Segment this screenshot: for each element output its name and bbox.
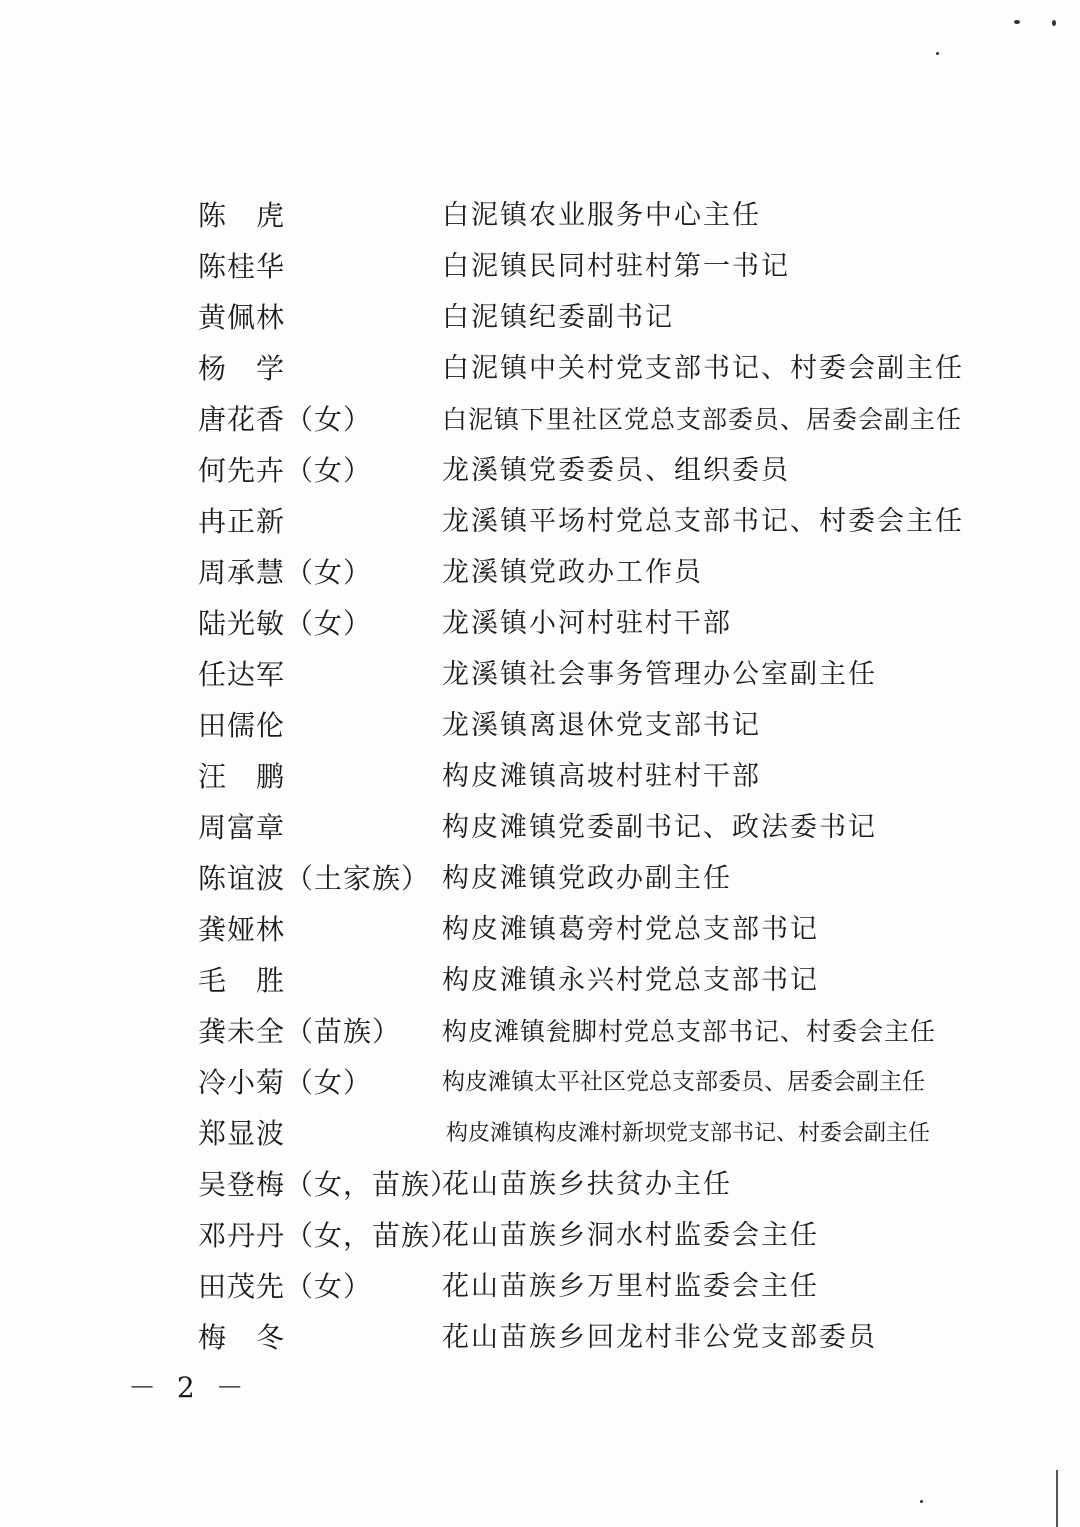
- person-name: 何先卉（女）: [198, 454, 373, 487]
- list-item: [0, 394, 1080, 445]
- person-position: 花山苗族乡扶贫办主任: [442, 1169, 732, 1200]
- list-item: [0, 853, 1080, 904]
- list-item: [0, 955, 1080, 1006]
- person-name: 毛 胜: [198, 964, 286, 997]
- person-position: 花山苗族乡洞水村监委会主任: [442, 1220, 819, 1251]
- person-name: 冉正新: [198, 505, 286, 538]
- person-position: 构皮滩镇构皮滩村新坝党支部书记、村委会副主任: [446, 1121, 931, 1146]
- person-position: 白泥镇纪委副书记: [442, 302, 674, 333]
- page-number: － 2 －: [128, 1371, 250, 1404]
- list-item: [0, 1210, 1080, 1261]
- person-name: 郑显波: [198, 1117, 286, 1150]
- person-name: 唐花香（女）: [198, 403, 373, 436]
- person-position: 花山苗族乡回龙村非公党支部委员: [442, 1322, 877, 1353]
- person-name: 杨 学: [198, 352, 286, 385]
- list-item: [0, 802, 1080, 853]
- list-item: [0, 343, 1080, 394]
- list-item: [0, 547, 1080, 598]
- person-position: 花山苗族乡万里村监委会主任: [442, 1271, 819, 1302]
- scan-edge-line: [1056, 1470, 1058, 1527]
- person-name: 黄佩林: [198, 301, 286, 334]
- list-item: [0, 445, 1080, 496]
- person-name: 梅 冬: [198, 1321, 286, 1354]
- person-position: 白泥镇下里社区党总支部委员、居委会副主任: [442, 405, 963, 434]
- list-item: [0, 1108, 1080, 1159]
- list-item: [0, 598, 1080, 649]
- person-name: 吴登梅（女，苗族）: [198, 1168, 460, 1201]
- list-item: [0, 1057, 1080, 1108]
- person-name: 邓丹丹（女，苗族）: [198, 1219, 460, 1252]
- list-item: [0, 1159, 1080, 1210]
- list-item: [0, 241, 1080, 292]
- person-name: 田茂先（女）: [198, 1270, 373, 1303]
- person-name: 陆光敏（女）: [198, 607, 373, 640]
- scan-speck: [1052, 20, 1056, 26]
- person-position: 龙溪镇离退休党支部书记: [442, 710, 761, 741]
- list-item: [0, 1006, 1080, 1057]
- list-item: [0, 1261, 1080, 1312]
- person-name: 周承慧（女）: [198, 556, 373, 589]
- person-name: 陈 虎: [198, 199, 286, 232]
- person-name: 汪 鹏: [198, 760, 286, 793]
- list-item: [0, 1312, 1080, 1363]
- person-position: 龙溪镇小河村驻村干部: [442, 608, 732, 639]
- list-item: [0, 649, 1080, 700]
- list-item: [0, 190, 1080, 241]
- list-item: [0, 292, 1080, 343]
- person-position: 构皮滩镇太平社区党总支部委员、居委会副主任: [442, 1069, 925, 1095]
- person-position: 龙溪镇平场村党总支部书记、村委会主任: [442, 506, 964, 537]
- scan-speck: [1014, 20, 1020, 24]
- scan-speck: [936, 52, 939, 55]
- person-name: 陈桂华: [198, 250, 286, 283]
- person-position: 构皮滩镇党政办副主任: [442, 863, 732, 894]
- list-item: [0, 496, 1080, 547]
- person-position: 龙溪镇社会事务管理办公室副主任: [442, 659, 877, 690]
- person-position: 白泥镇农业服务中心主任: [442, 200, 761, 231]
- person-position: 构皮滩镇瓮脚村党总支部书记、村委会主任: [442, 1017, 937, 1046]
- person-position: 白泥镇中关村党支部书记、村委会副主任: [442, 353, 964, 384]
- person-position: 龙溪镇党委委员、组织委员: [442, 455, 790, 486]
- person-name: 陈谊波（土家族）: [198, 862, 431, 895]
- person-name: 龚未全（苗族）: [198, 1015, 402, 1048]
- person-name: 周富章: [198, 811, 286, 844]
- person-position: 构皮滩镇党委副书记、政法委书记: [442, 812, 877, 843]
- person-position: 构皮滩镇葛旁村党总支部书记: [442, 914, 819, 945]
- personnel-list: [0, 190, 1080, 1363]
- list-item: [0, 700, 1080, 751]
- person-position: 龙溪镇党政办工作员: [442, 557, 703, 588]
- person-position: 构皮滩镇永兴村党总支部书记: [442, 965, 819, 996]
- list-item: [0, 751, 1080, 802]
- person-name: 任达军: [198, 658, 286, 691]
- person-name: 龚娅林: [198, 913, 286, 946]
- scan-speck: [920, 1500, 923, 1503]
- person-name: 田儒伦: [198, 709, 286, 742]
- list-item: [0, 904, 1080, 955]
- person-name: 冷小菊（女）: [198, 1066, 373, 1099]
- person-position: 白泥镇民同村驻村第一书记: [442, 251, 790, 282]
- person-position: 构皮滩镇高坡村驻村干部: [442, 761, 761, 792]
